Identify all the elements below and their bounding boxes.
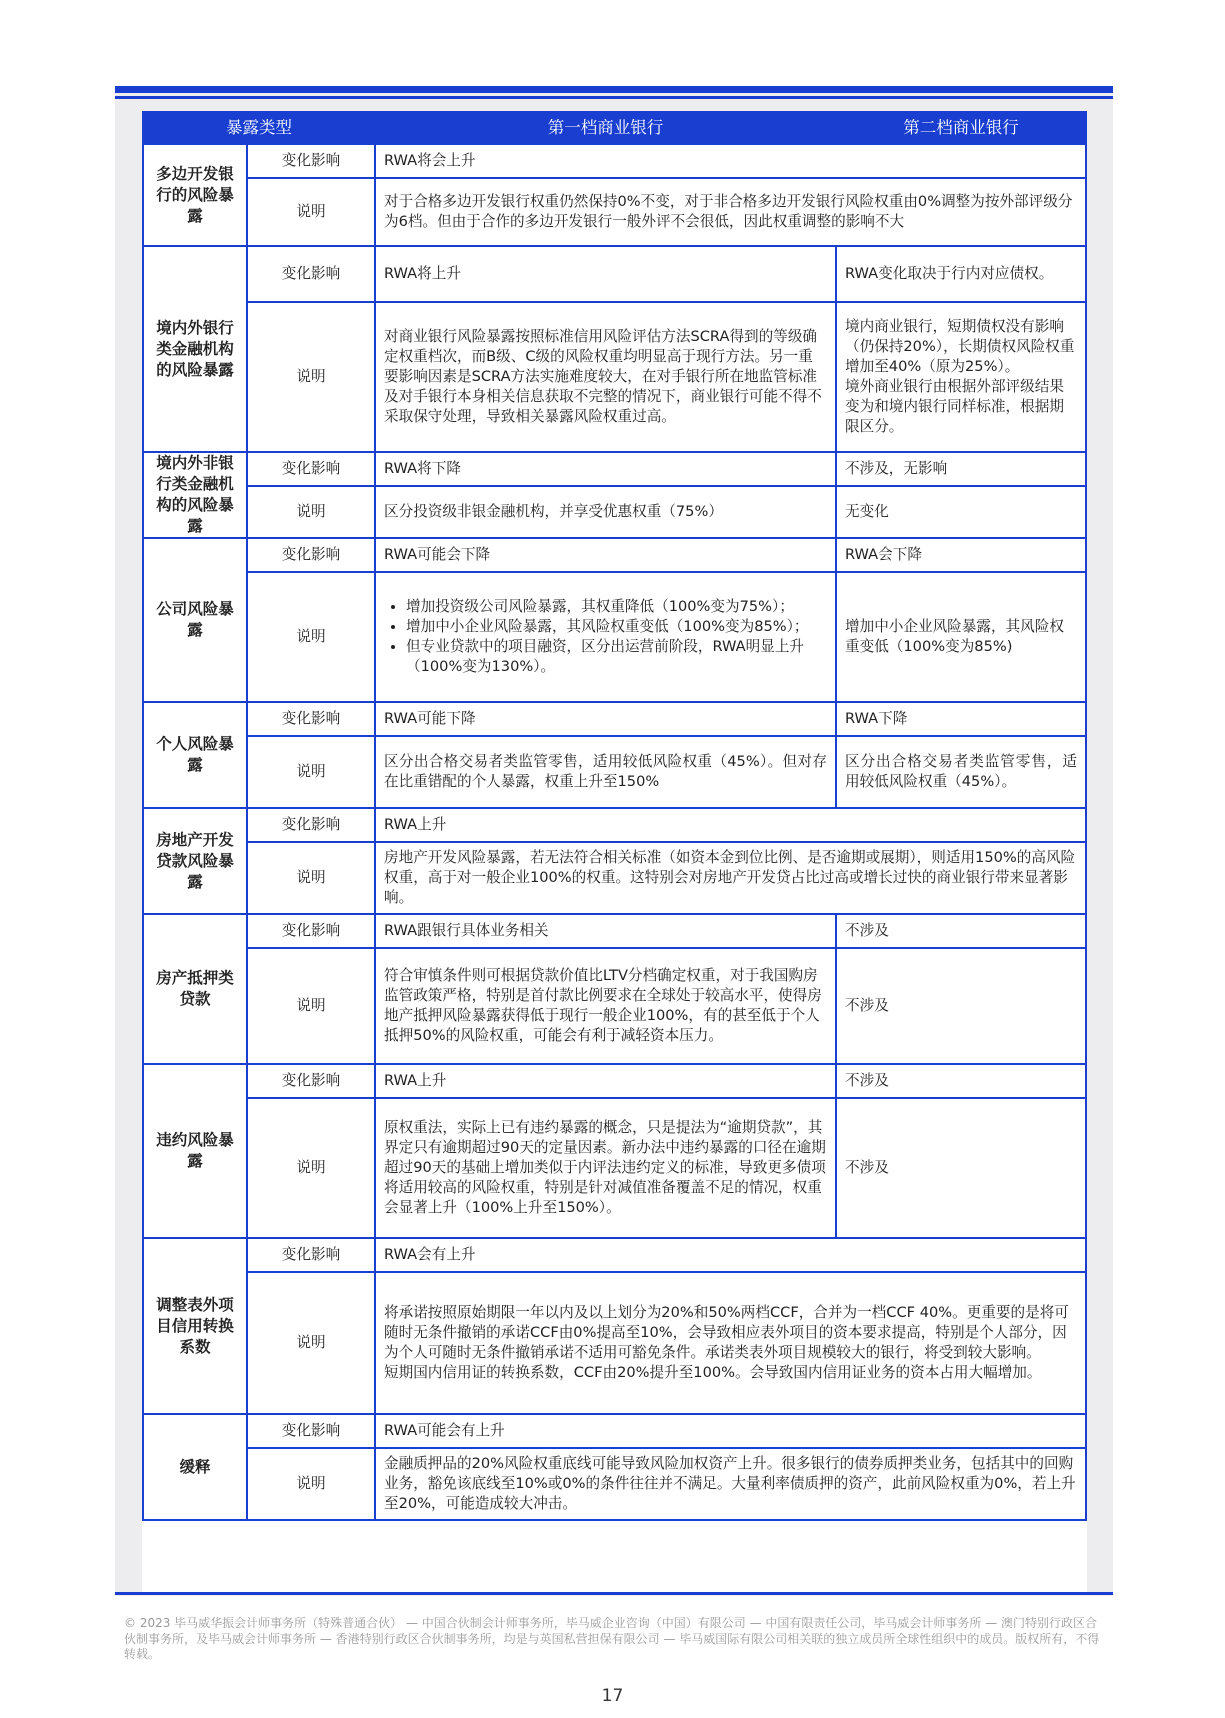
exposure-type-cell: 境内外银行类金融机构的风险暴露 (143, 246, 247, 452)
exposure-type-cell: 多边开发银行的风险暴露 (143, 144, 247, 246)
desc-label: 说明 (247, 178, 375, 246)
copyright-footer: © 2023 毕马威华振会计师事务所（特殊普通合伙） — 中国合伙制会计师事务所，毕马威企业咨询（中国）有限公司 — 中国有限责任公司，毕马威会计师事务所 — 澳门特别行政区合伙制事务所，及毕马威会计师事务所 — 香港特别行政区合伙制事务所，均是与英国私营担保有限公司 — 毕马威国际有限公司相关联的独立成员所全球性组织中的成员。版权所有，不得转载。 (124, 1616, 1100, 1661)
change-label: 变化影响 (247, 1238, 375, 1272)
desc-value: 金融质押品的20%风险权重底线可能导致风险加权资产上升。很多银行的债券质押类业务，包括其中的回购业务，豁免该底线至10%或0%的条件往往并不满足。大量利率债质押的资产，此前风险权重为0%，若上升至20%，可能造成较大冲击。 (375, 1448, 1086, 1520)
list-item: • 增加中小企业风险暴露，其风险权重变低（100%变为85%）； (406, 617, 827, 637)
change-label: 变化影响 (247, 1064, 375, 1098)
desc-value: 房地产开发风险暴露，若无法符合相关标准（如资本金到位比例、是否逾期或展期），则适用150%的高风险权重，高于对一般企业100%的权重。这特别会对房地产开发贷占比过高或增长过快的商业银行带来显著影响。 (375, 842, 1086, 914)
change-value: RWA会有上升 (375, 1238, 1086, 1272)
desc-value: 对于合格多边开发银行权重仍然保持0%不变，对于非合格多边开发银行风险权重由0%调整为按外部评级分为6档。但由于合作的多边开发银行一般外评不会很低，因此权重调整的影响不大 (375, 178, 1086, 246)
change-tier1: RWA可能下降 (375, 702, 836, 736)
change-tier1: RWA将上升 (375, 246, 836, 302)
table-row (143, 1098, 1086, 1238)
exposure-type-cell: 公司风险暴露 (143, 538, 247, 702)
desc-tier1: 符合审慎条件则可根据贷款价值比LTV分档确定权重，对于我国购房监管政策严格，特别是首付款比例要求在全球处于较高水平，使得房地产抵押风险暴露获得低于现行一般企业100%，有的甚至低于个人抵押50%的风险权重，可能会有利于减轻资本压力。 (375, 948, 836, 1064)
top-accent-bar (115, 86, 1113, 93)
table-row (143, 246, 1086, 302)
desc-tier2: 无变化 (836, 486, 1086, 538)
change-tier2: RWA变化取决于行内对应债权。 (836, 246, 1086, 302)
desc-label: 说明 (247, 1272, 375, 1414)
desc-label: 说明 (247, 486, 375, 538)
change-label: 变化影响 (247, 144, 375, 178)
change-tier2: 不涉及，无影响 (836, 452, 1086, 486)
desc-label: 说明 (247, 948, 375, 1064)
change-value: RWA上升 (375, 808, 1086, 842)
desc-tier1: 对商业银行风险暴露按照标准信用风险评估方法SCRA得到的等级确定权重档次，而B级、C级的风险权重均明显高于现行方法。另一重要影响因素是SCRA方法实施难度较大，在对手银行所在地监管标准及对手银行本身相关信息获取不完整的情况下，商业银行可能不得不采取保守处理，导致相关暴露风险权重过高。 (375, 302, 836, 452)
desc-tier1 (375, 572, 836, 702)
exposure-type-cell: 缓释 (143, 1414, 247, 1520)
change-label: 变化影响 (247, 246, 375, 302)
table-row (143, 948, 1086, 1064)
exposure-type-cell: 调整表外项目信用转换系数 (143, 1238, 247, 1414)
table-row (143, 736, 1086, 808)
desc-tier2: 增加中小企业风险暴露，其风险权重变低（100%变为85%) (836, 572, 1086, 702)
table-row (143, 452, 1086, 486)
desc-tier2: 区分出合格交易者类监管零售，适用较低风险权重（45%）。 (836, 736, 1086, 808)
desc-label: 说明 (247, 1448, 375, 1520)
change-tier2: 不涉及 (836, 1064, 1086, 1098)
table-row (143, 1448, 1086, 1520)
change-label: 变化影响 (247, 1414, 375, 1448)
exposure-table (142, 111, 1087, 1521)
desc-letter-of-credit: 短期国内信用证的转换系数，CCF由20%提升至100%。会导致国内信用证业务的资本占用大幅增加。 (384, 1364, 1042, 1381)
table-header-row (143, 112, 1086, 144)
desc-label: 说明 (247, 736, 375, 808)
table-row (143, 572, 1086, 702)
table-row (143, 842, 1086, 914)
change-tier1: RWA将下降 (375, 452, 836, 486)
change-tier1: RWA跟银行具体业务相关 (375, 914, 836, 948)
change-label: 变化影响 (247, 914, 375, 948)
desc-tier2-domestic: 境内商业银行，短期债权没有影响（仍保持20%），长期债权风险权重增加至40%（原为25%）。 (845, 318, 1075, 375)
table-row (143, 1272, 1086, 1414)
change-tier2: 不涉及 (836, 914, 1086, 948)
desc-tier2: 不涉及 (836, 948, 1086, 1064)
desc-label: 说明 (247, 302, 375, 452)
desc-label: 说明 (247, 842, 375, 914)
table-row (143, 914, 1086, 948)
desc-label: 说明 (247, 1098, 375, 1238)
table-row (143, 1064, 1086, 1098)
table-row (143, 302, 1086, 452)
table-row (143, 1238, 1086, 1272)
desc-commitment: 将承诺按照原始期限一年以内及以上划分为20%和50%两档CCF，合并为一档CCF 40%。更重要的是将可随时无条件撤销的承诺CCF由0%提高至10%，会导致相应表外项目的资本要求提高，特别是个人部分，因为个人可随时无条件撤销承诺不适用可豁免条件。承诺类表外项目规模较大的银行，将受到较大影响。 (384, 1304, 1069, 1361)
desc-tier2: 不涉及 (836, 1098, 1086, 1238)
change-tier2: RWA会下降 (836, 538, 1086, 572)
table-row (143, 1414, 1086, 1448)
list-item: • 但专业贷款中的项目融资，区分出运营前阶段，RWA明显上升（100%变为130%）。 (406, 637, 827, 677)
page-number: 17 (601, 1686, 624, 1706)
change-label: 变化影响 (247, 452, 375, 486)
change-tier2: RWA下降 (836, 702, 1086, 736)
table-row (143, 144, 1086, 178)
desc-tier2-overseas: 境外商业银行由根据外部评级结果变为和境内银行同样标准，根据期限区分。 (845, 378, 1064, 435)
change-label: 变化影响 (247, 538, 375, 572)
change-tier1: RWA上升 (375, 1064, 836, 1098)
exposure-type-cell: 房产抵押类贷款 (143, 914, 247, 1064)
desc-tier2 (836, 302, 1086, 452)
bottom-accent-bar (115, 1592, 1113, 1595)
header-tier2: 第二档商业银行 (836, 112, 1086, 144)
desc-label: 说明 (247, 572, 375, 702)
change-value: RWA可能会有上升 (375, 1414, 1086, 1448)
table-row (143, 702, 1086, 736)
header-tier1: 第一档商业银行 (375, 112, 836, 144)
table-row (143, 808, 1086, 842)
list-item: • 增加投资级公司风险暴露，其权重降低（100%变为75%）； (406, 597, 827, 617)
table-row (143, 538, 1086, 572)
table-row (143, 178, 1086, 246)
desc-tier1: 区分出合格交易者类监管零售，适用较低风险权重（45%）。但对存在比重错配的个人暴露，权重上升至150% (375, 736, 836, 808)
exposure-type-cell: 房地产开发贷款风险暴露 (143, 808, 247, 914)
change-value: RWA将会上升 (375, 144, 1086, 178)
change-tier1: RWA可能会下降 (375, 538, 836, 572)
desc-value (375, 1272, 1086, 1414)
bullet-list (384, 597, 827, 677)
desc-tier1: 原权重法，实际上已有违约暴露的概念，只是提法为“逾期贷款”，其界定只有逾期超过90天的定量因素。新办法中违约暴露的口径在逾期超过90天的基础上增加类似于内评法违约定义的标准，导致更多债项将适用较高的风险权重，特别是针对减值准备覆盖不足的情况，权重会显著上升（100%上升至150%）。 (375, 1098, 836, 1238)
table-row (143, 486, 1086, 538)
top-accent-line (115, 96, 1113, 99)
change-label: 变化影响 (247, 808, 375, 842)
change-label: 变化影响 (247, 702, 375, 736)
exposure-type-cell: 个人风险暴露 (143, 702, 247, 808)
header-exposure-type: 暴露类型 (143, 112, 375, 144)
exposure-type-cell: 违约风险暴露 (143, 1064, 247, 1238)
desc-tier1: 区分投资级非银金融机构，并享受优惠权重（75%） (375, 486, 836, 538)
exposure-type-cell: 境内外非银行类金融机构的风险暴露 (143, 452, 247, 538)
